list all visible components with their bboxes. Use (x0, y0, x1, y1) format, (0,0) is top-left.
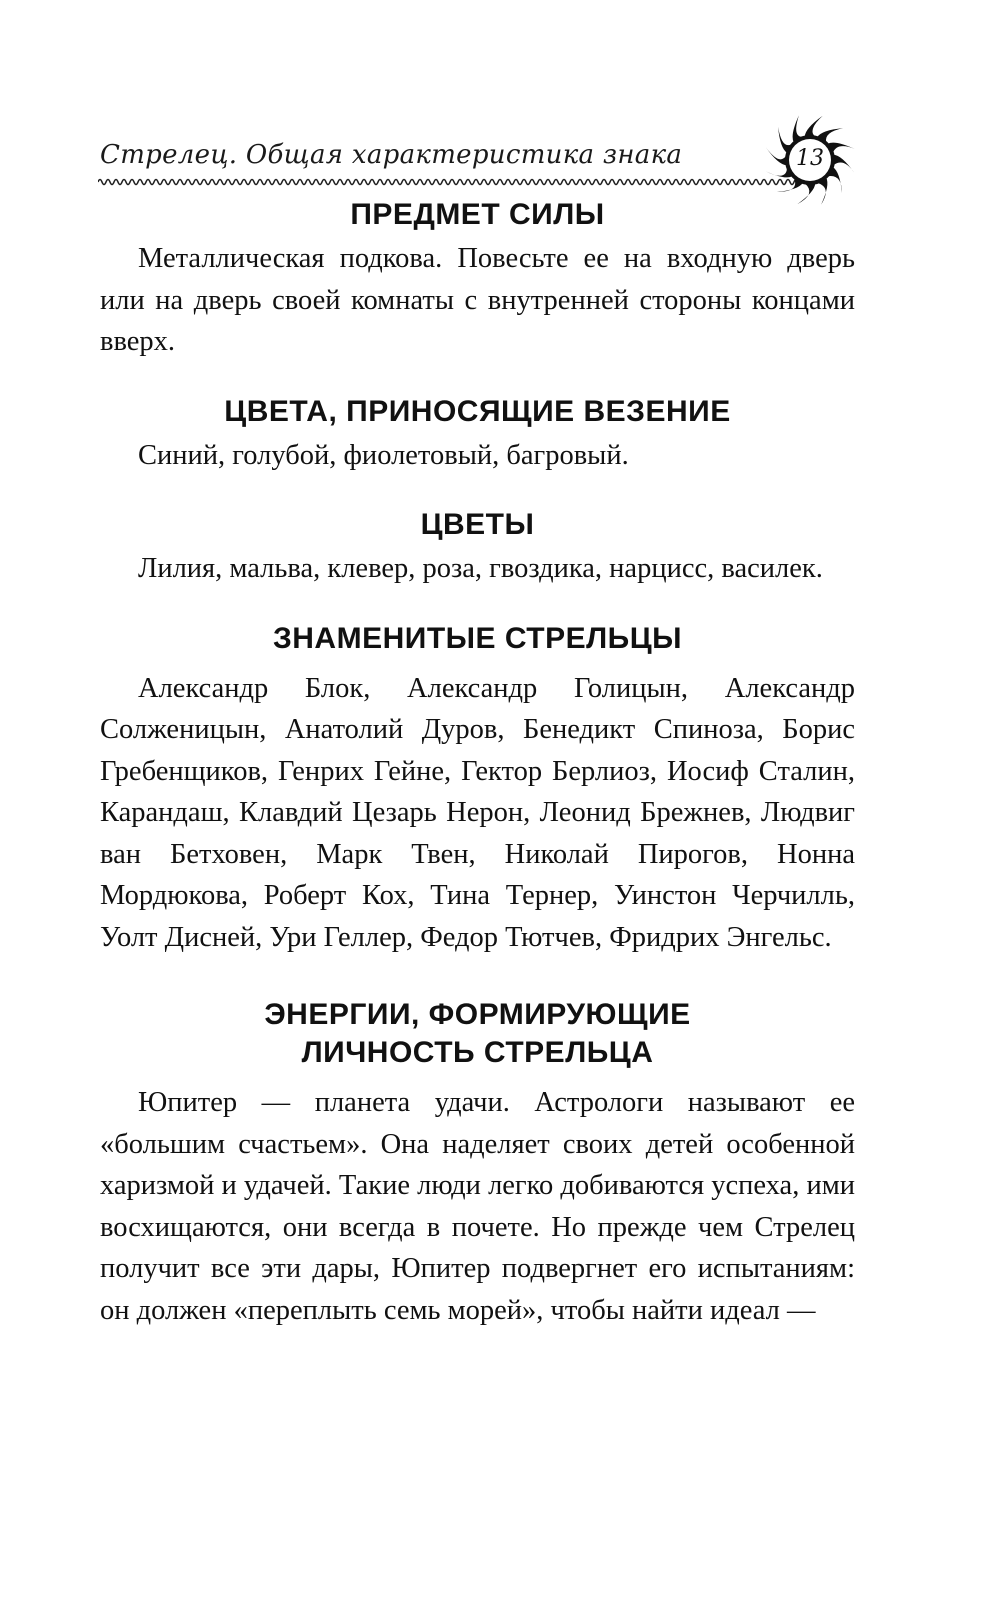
sun-ray (766, 147, 787, 165)
section-heading: ПРЕДМЕТ СИЛЫ (350, 198, 605, 231)
section-text: Синий, голубой, фиолетовый, багровый. (138, 439, 629, 471)
sun-ray (805, 116, 823, 137)
section-heading: ЦВЕТЫ (420, 508, 535, 541)
section-power-object (100, 196, 855, 363)
wavy-rule (98, 176, 798, 188)
section-heading: ЦВЕТА, ПРИНОСЯЩИЕ ВЕЗЕНИЕ (224, 394, 731, 428)
section-text: Юпитер — планета удачи. Астрологи называют ее «большим счастьем». Она наделяет своих детей особенной харизмой и удачей. Такие люди легко добиваются успеха, ими восхищаются, они всегда в почете. Но прежде чем Стрелец получит все эти дары, Юпитер подвергнет его испытаниям: он должен «переплыть семь морей», чтобы найти идеал — (100, 1087, 855, 1326)
section-heading-line1: ЭНЕРГИИ, ФОРМИРУЮЩИЕ (264, 998, 691, 1031)
section-lucky-colors (100, 393, 855, 477)
page-body (100, 196, 855, 1331)
section-flowers (100, 506, 855, 590)
section-heading: ЗНАМЕНИТЫЕ СТРЕЛЬЦЫ (272, 621, 683, 655)
section-text: Металлическая подкова. Повесьте ее на входную дверь или на дверь своей комнаты с внутренней стороны концами вверх. (100, 243, 855, 357)
page-number: 13 (796, 146, 824, 171)
section-heading-line2: ЛИЧНОСТЬ СТРЕЛЬЦА (301, 1036, 654, 1069)
sun-ray (833, 155, 854, 173)
section-famous-people (100, 620, 855, 959)
section-energies (100, 996, 855, 1331)
running-title: Стрелец. Общая характеристика знака (100, 140, 683, 170)
section-text: Лилия, мальва, клевер, роза, гвоздика, нарцисс, василек. (138, 553, 823, 584)
section-text: Александр Блок, Александр Голицын, Александр Солженицын, Анатолий Дуров, Бенедикт Спиноза, Борис Гребенщиков, Генрих Гейне, Гектор Берлиоз, Иосиф Сталин, Карандаш, Клавдий Цезарь Нерон, Леонид Брежнев, Людвиг ван Бетховен, Марк Твен, Николай Пирогов, Нонна Мордюкова, Роберт Кох, Тина Тернер, Уинстон Черчилль, Уолт Дисней, Ури Геллер, Федор Тютчев, Фридрих Энгельс. (100, 672, 855, 953)
